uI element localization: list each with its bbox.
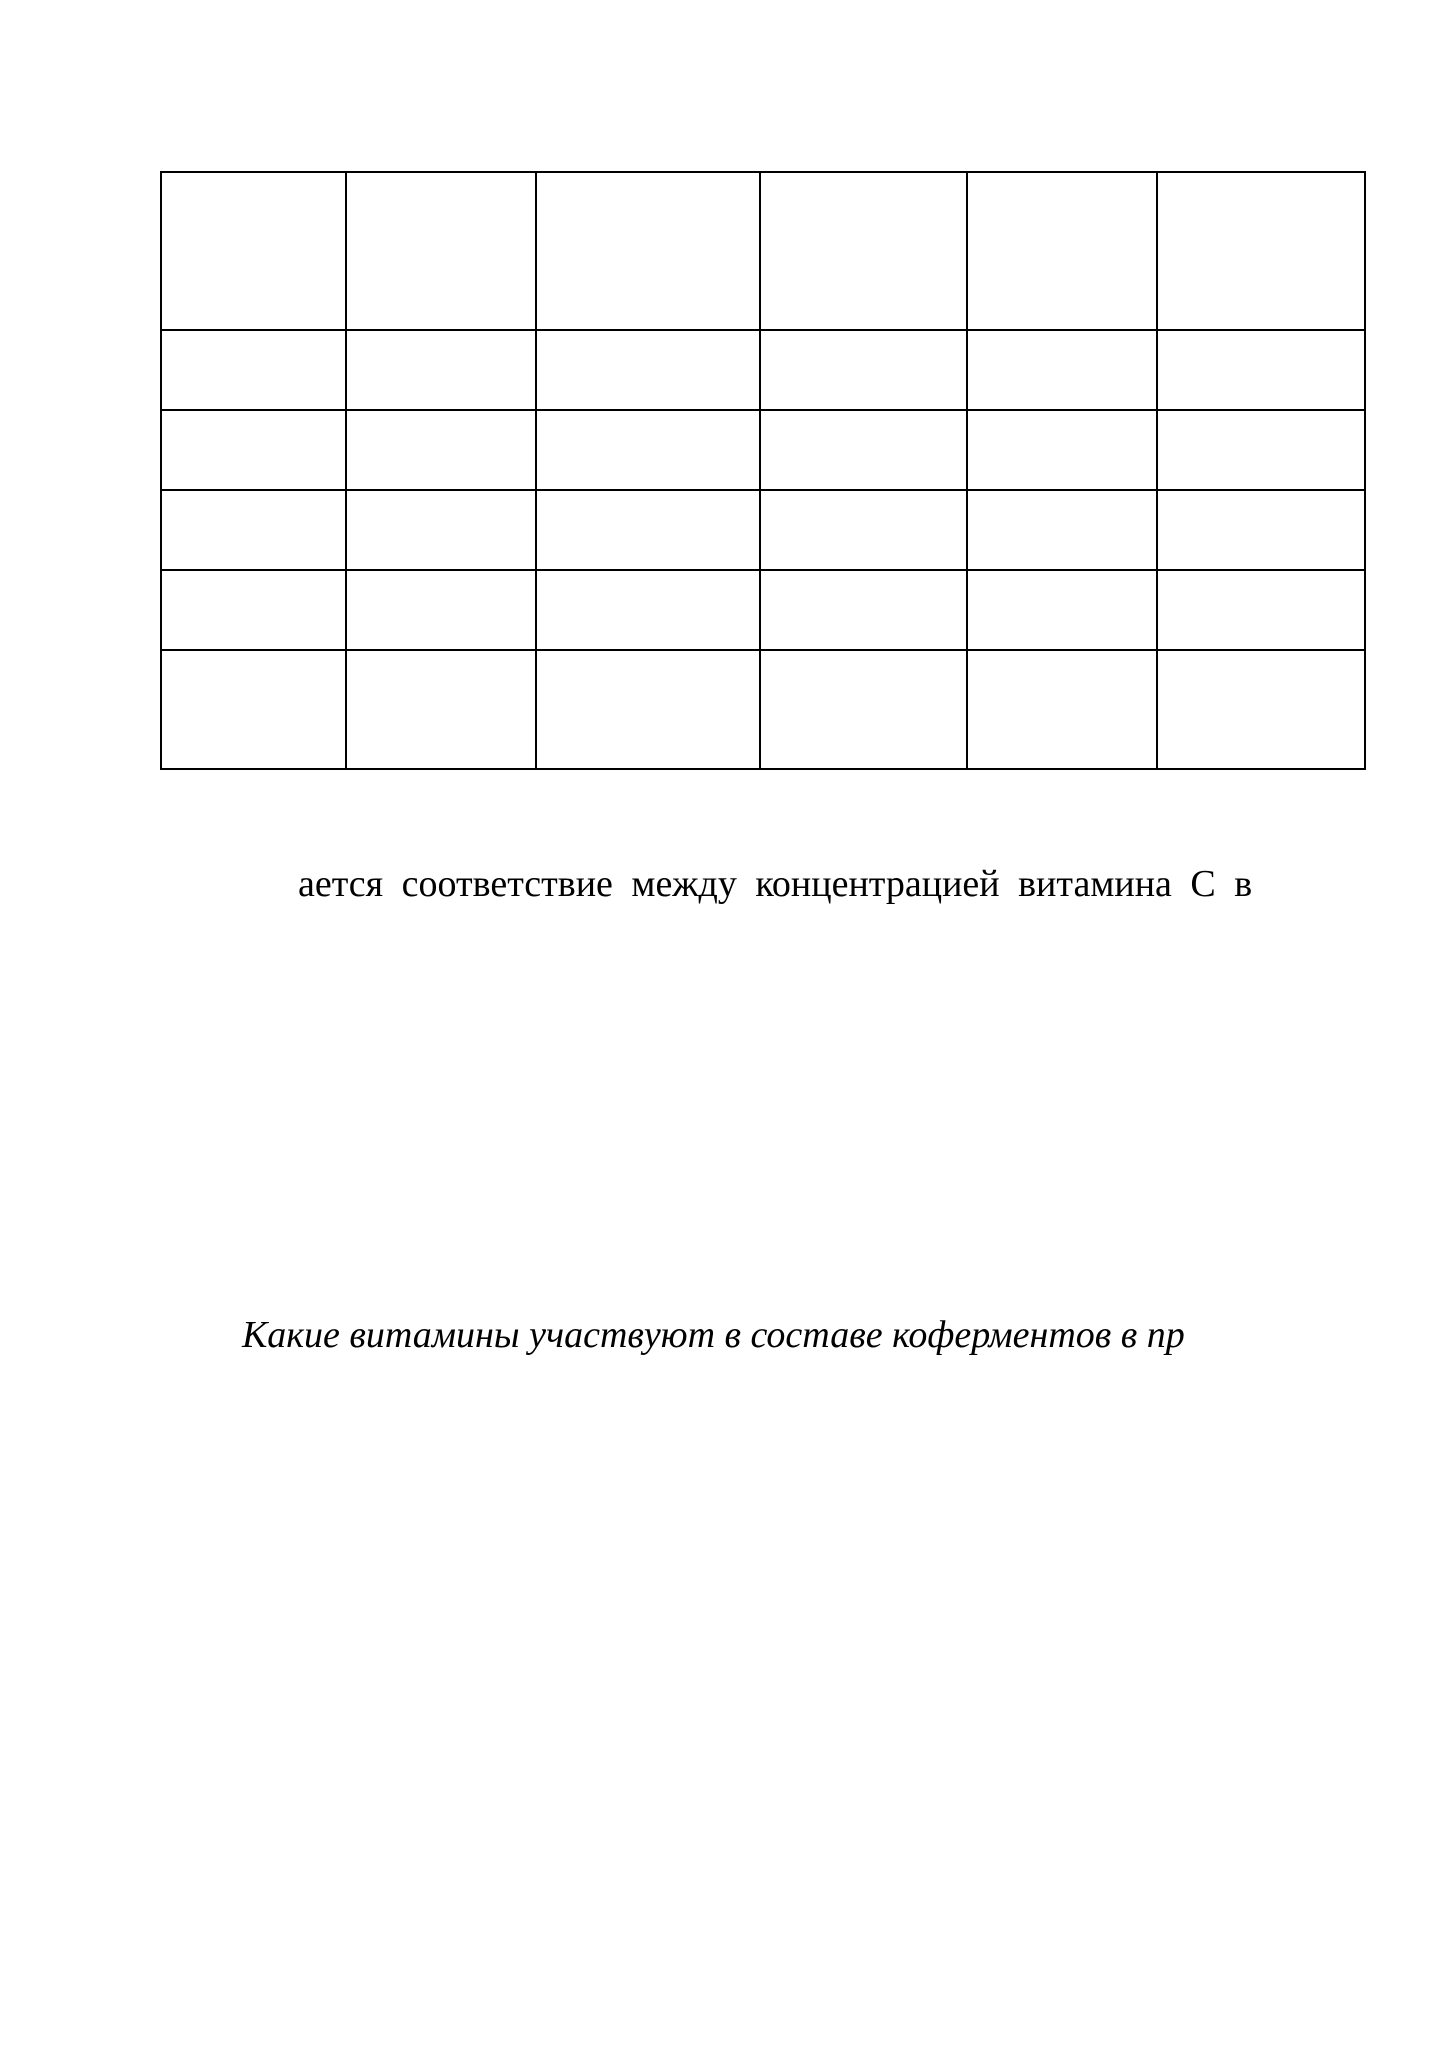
table-cell <box>161 410 346 490</box>
table-cell <box>760 650 967 769</box>
table-cell <box>967 330 1157 410</box>
table-cell <box>1157 490 1365 570</box>
table-cell <box>1157 650 1365 769</box>
table-row <box>161 330 1365 410</box>
table-cell <box>967 650 1157 769</box>
table-row <box>161 410 1365 490</box>
table-cell <box>760 172 967 330</box>
table-cell <box>536 650 760 769</box>
table-cell <box>346 410 536 490</box>
table-cell <box>1157 172 1365 330</box>
table-cell <box>161 490 346 570</box>
table-cell <box>346 330 536 410</box>
data-table <box>160 171 1366 770</box>
table-header-row <box>161 172 1365 330</box>
table-cell <box>161 330 346 410</box>
table-cell <box>1157 410 1365 490</box>
table-cell <box>967 490 1157 570</box>
table-cell <box>536 570 760 650</box>
table-cell <box>1157 330 1365 410</box>
table-cell <box>536 172 760 330</box>
table-cell <box>536 330 760 410</box>
table-cell <box>536 410 760 490</box>
table-cell <box>346 490 536 570</box>
table-row <box>161 650 1365 769</box>
question-text: Какие витамины участвуют в составе коферментов в пр <box>242 1314 1185 1356</box>
table-cell <box>346 650 536 769</box>
table-cell <box>760 330 967 410</box>
body-text-line: ается соответствие между концентрацией витамина С в <box>298 863 1253 905</box>
table-cell <box>161 650 346 769</box>
table-cell <box>1157 570 1365 650</box>
table-cell <box>161 570 346 650</box>
table-cell <box>967 410 1157 490</box>
table-row <box>161 570 1365 650</box>
table-cell <box>346 570 536 650</box>
table-cell <box>760 490 967 570</box>
table-row <box>161 490 1365 570</box>
table-cell <box>161 172 346 330</box>
table-cell <box>536 490 760 570</box>
table-cell <box>346 172 536 330</box>
table-cell <box>967 570 1157 650</box>
table-cell <box>967 172 1157 330</box>
table-cell <box>760 410 967 490</box>
table-cell <box>760 570 967 650</box>
